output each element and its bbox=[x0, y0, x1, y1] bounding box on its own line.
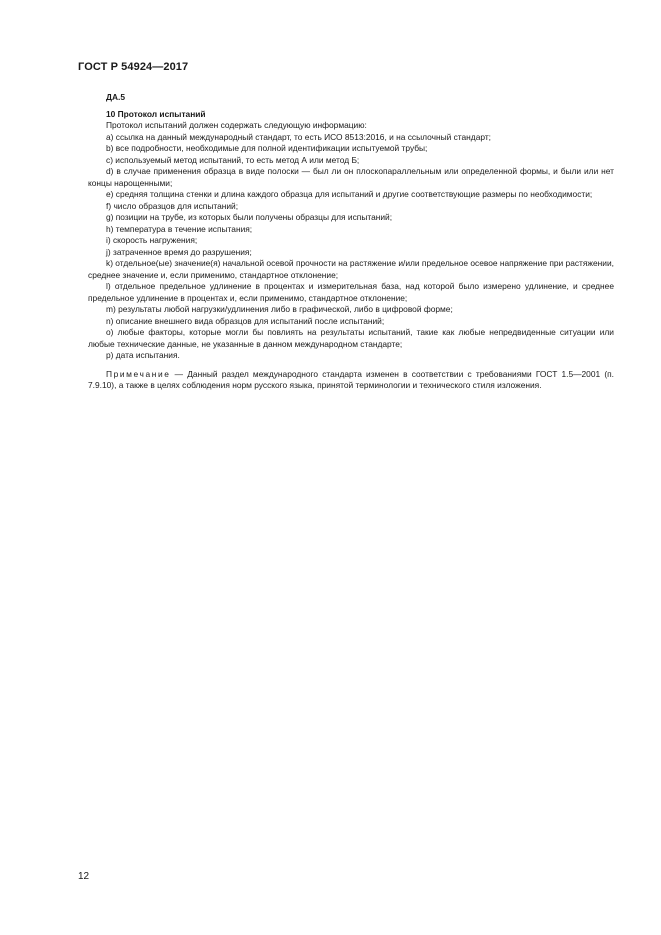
list-item-n: n) описание внешнего вида образцов для испытаний после испытаний; bbox=[106, 315, 385, 326]
list-item-k: k) отдельное(ые) значение(я) начальной осевой прочности на растяжение и/или предельное осевое напряжение при растяжении, среднее значение и, если применимо, стандартное отклонение; bbox=[88, 258, 614, 280]
document-header: ГОСТ Р 54924—2017 bbox=[78, 61, 189, 73]
document-body bbox=[88, 92, 614, 392]
list-item-h: h) температура в течение испытания; bbox=[106, 223, 253, 234]
list-item-c: c) используемый метод испытаний, то есть метод А или метод Б; bbox=[106, 154, 360, 165]
page-number: 12 bbox=[78, 871, 90, 882]
list-item-a: a) ссылка на данный международный стандарт, то есть ИСО 8513:2016, и на ссылочный стандарт; bbox=[106, 131, 491, 142]
list-item-e: e) средняя толщина стенки и длина каждого образца для испытаний и другие соответствующие размеры по необходимости; bbox=[106, 189, 593, 199]
note-text: — Данный раздел международного стандарта изменен в соответствии с требованиями ГОСТ 1.5—2001 (п. 7.9.10), а также в целях соблюдения норм русского языка, принятой терминологии и технического стиля изложения. bbox=[88, 368, 614, 390]
list-item-f: f) число образцов для испытаний; bbox=[106, 200, 239, 211]
section-id: ДА.5 bbox=[106, 92, 125, 102]
list-item-g: g) позиции на трубе, из которых были получены образцы для испытаний; bbox=[106, 212, 393, 222]
list-item-l: l) отдельное предельное удлинение в процентах и измерительная база, над которой было измерено удлинение, и среднее предельное удлинение в процентах и, если применимо, стандартное отклонение; bbox=[88, 281, 614, 303]
list-item-j: j) затраченное время до разрушения; bbox=[106, 246, 252, 257]
list-item-o: o) любые факторы, которые могли бы повлиять на результаты испытаний, такие как любые непредвиденные ситуации или любые технические данные, не указанные в данном международном стандарте; bbox=[88, 327, 614, 349]
list-item-p: p) дата испытания. bbox=[106, 350, 180, 360]
note-label: Примечание bbox=[106, 368, 171, 379]
section-intro: Протокол испытаний должен содержать следующую информацию: bbox=[106, 120, 367, 130]
list-item-i: i) скорость нагружения; bbox=[106, 235, 198, 245]
list-item-m: m) результаты любой нагрузки/удлинения либо в графической, либо в цифровой форме; bbox=[106, 304, 453, 314]
note-paragraph bbox=[88, 369, 614, 392]
list-item-b: b) все подробности, необходимые для полной идентификации испытуемой трубы; bbox=[106, 143, 428, 153]
list-item-d: d) в случае применения образца в виде полоски — был ли он плоскопараллельным или определенной формы, и были или нет концы нарощенными; bbox=[88, 166, 614, 188]
section-title: 10 Протокол испытаний bbox=[106, 108, 206, 119]
